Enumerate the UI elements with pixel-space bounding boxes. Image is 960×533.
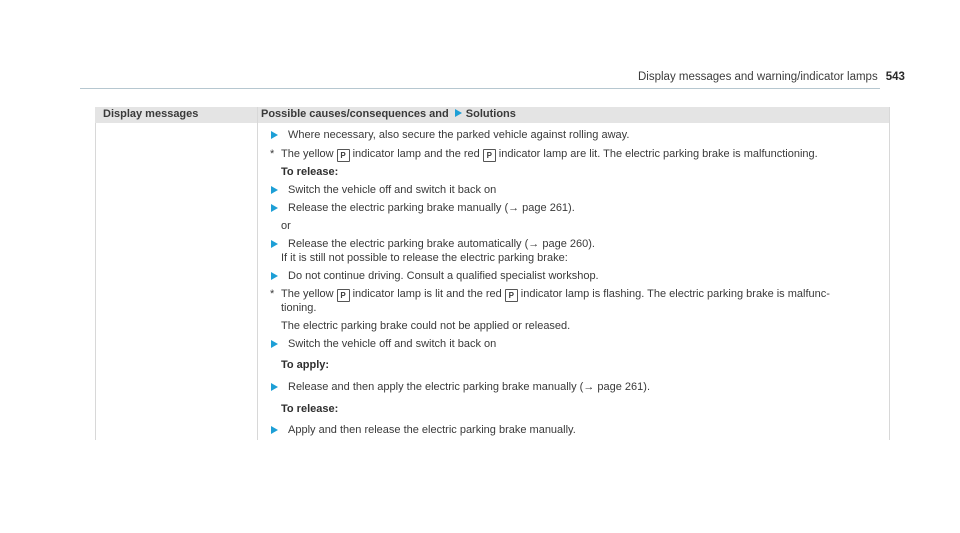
- page-reference-link[interactable]: page 261).: [522, 202, 575, 214]
- step-text: Release and then apply the electric parking brake manually (: [288, 381, 584, 393]
- footnote-star: *: [270, 148, 275, 160]
- step-text: Switch the vehicle off and switch it back on: [288, 338, 497, 350]
- condition-text: The yellow: [281, 148, 334, 160]
- blue-triangle-bullet-icon: [271, 340, 278, 348]
- step-text: Apply and then release the electric parking brake manually.: [288, 424, 576, 436]
- condition-text: The yellow: [281, 288, 334, 300]
- column-divider-left: [95, 123, 96, 440]
- page-number: 543: [885, 71, 905, 83]
- step-release-automatically: [271, 237, 595, 251]
- page-reference-arrow-icon: →: [528, 238, 540, 250]
- step-text: Release the electric parking brake manually (: [288, 202, 509, 214]
- or-text: or: [281, 220, 291, 232]
- condition-text: indicator lamp is flashing. The electric parking brake is malfunc-: [520, 288, 830, 300]
- column-header-causes-solutions: [261, 108, 516, 120]
- header-rule: [80, 88, 880, 89]
- table-header: [95, 107, 890, 123]
- blue-triangle-bullet-icon: [271, 272, 278, 280]
- condition-text-continued: tioning.: [281, 302, 317, 314]
- heading-to-release-2: To release:: [281, 403, 339, 415]
- step-switch-off-on-2: [271, 337, 496, 351]
- page-reference-arrow-icon: →: [508, 202, 520, 214]
- parking-brake-icon: P: [337, 289, 350, 302]
- page-reference-link[interactable]: page 260).: [542, 238, 595, 250]
- step-switch-off-on: [271, 183, 496, 197]
- page-reference-arrow-icon: →: [583, 381, 595, 393]
- blue-triangle-bullet-icon: [271, 204, 278, 212]
- step-release-and-apply: [271, 380, 650, 394]
- column-header-solutions: Solutions: [465, 108, 516, 120]
- step-consult-workshop: [271, 269, 599, 283]
- step-text: Switch the vehicle off and switch it back on: [288, 184, 497, 196]
- parking-brake-icon: P: [483, 149, 496, 162]
- step-release-manually: [271, 201, 575, 215]
- blue-triangle-bullet-icon: [271, 426, 278, 434]
- blue-triangle-bullet-icon: [455, 109, 462, 117]
- condition-lamp-flashing: [271, 287, 830, 302]
- condition-lamps-lit: [271, 147, 818, 162]
- parking-brake-icon: P: [505, 289, 518, 302]
- step-text: Release the electric parking brake automatically (: [288, 238, 529, 250]
- column-divider-right: [889, 107, 890, 440]
- step-apply-and-release: [271, 423, 576, 437]
- condition-text: indicator lamp and the red: [352, 148, 480, 160]
- condition-text: indicator lamp are lit. The electric parking brake is malfunctioning.: [498, 148, 818, 160]
- release-not-possible-text: If it is still not possible to release the electric parking brake:: [281, 252, 568, 264]
- heading-to-apply: To apply:: [281, 359, 330, 371]
- blue-triangle-bullet-icon: [271, 240, 278, 248]
- page-reference-link[interactable]: page 261).: [597, 381, 651, 393]
- step-text: Do not continue driving. Consult a qualified specialist workshop.: [288, 270, 599, 282]
- heading-to-release: To release:: [281, 166, 339, 178]
- column-header-causes: Possible causes/consequences and: [261, 108, 449, 120]
- step-text: Where necessary, also secure the parked vehicle against rolling away.: [288, 129, 630, 141]
- brake-not-applied-text: The electric parking brake could not be applied or released.: [281, 320, 571, 332]
- column-header-display-messages: Display messages: [103, 108, 199, 120]
- blue-triangle-bullet-icon: [271, 186, 278, 194]
- column-divider-middle: [257, 107, 258, 440]
- condition-text: indicator lamp is lit and the red: [352, 288, 502, 300]
- blue-triangle-bullet-icon: [271, 383, 278, 391]
- header-title: Display messages and warning/indicator lamps: [638, 71, 878, 83]
- blue-triangle-bullet-icon: [271, 131, 278, 139]
- running-header: [638, 71, 905, 83]
- step-secure-vehicle: [271, 128, 629, 142]
- parking-brake-icon: P: [337, 149, 350, 162]
- footnote-star: *: [270, 288, 275, 300]
